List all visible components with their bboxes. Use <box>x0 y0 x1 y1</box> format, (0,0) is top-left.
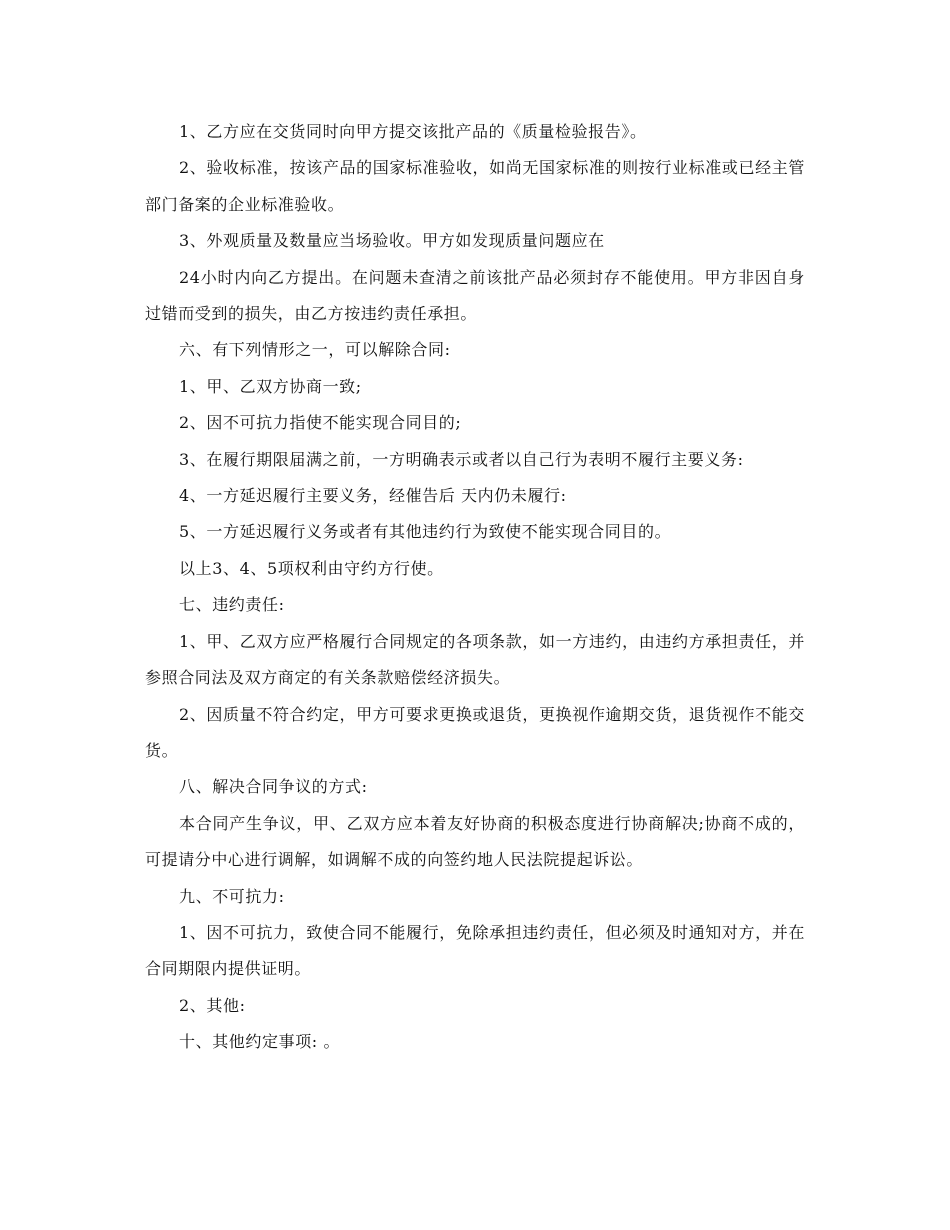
paragraph-17: 九、不可抗力: <box>179 886 285 906</box>
paragraph-18: 1、因不可抗力，致使合同不能履行，免除承担违约责任，但必须及时通知对方，并在合同期限内提供证明。 <box>145 922 805 979</box>
paragraph-5: 六、有下列情形之一，可以解除合同: <box>179 340 451 360</box>
paragraph-9: 4、一方延迟履行主要义务，经催告后 天内仍未履行: <box>179 486 567 506</box>
paragraph-1: 1、乙方应在交货同时向甲方提交该批产品的《质量检验报告》。 <box>179 122 647 141</box>
paragraph-4: 24小时内向乙方提出。在问题未查清之前该批产品必须封存不能使用。甲方非因自身过错而受到的损失，由乙方按违约责任承担。 <box>145 267 805 324</box>
paragraph-15: 八、解决合同争议的方式: <box>179 777 368 797</box>
paragraph-7: 2、因不可抗力指使不能实现合同目的; <box>179 413 462 433</box>
paragraph-19: 2、其他: <box>179 995 246 1015</box>
paragraph-11: 以上3、4、5项权利由守约方行使。 <box>179 558 444 578</box>
paragraph-6: 1、甲、乙双方协商一致; <box>179 376 362 396</box>
paragraph-8: 3、在履行期限届满之前，一方明确表示或者以自己行为表明不履行主要义务: <box>179 449 744 469</box>
paragraph-14: 2、因质量不符合约定，甲方可要求更换或退货，更换视作逾期交货，退货视作不能交货。 <box>145 704 805 760</box>
paragraph-13: 1、甲、乙双方应严格履行合同规定的各项条款，如一方违约，由违约方承担责任，并参照合同法及双方商定的有关条款赔偿经济损失。 <box>145 631 805 688</box>
paragraph-2: 2、验收标准，按该产品的国家标准验收，如尚无国家标准的则按行业标准或已经主管部门备案的企业标准验收。 <box>145 158 805 214</box>
paragraph-20: 十、其他约定事项: 。 <box>179 1032 341 1052</box>
paragraph-16: 本合同产生争议，甲、乙双方应本着友好协商的积极态度进行协商解决;协商不成的，可提请分中心进行调解，如调解不成的向签约地人民法院提起诉讼。 <box>145 813 805 870</box>
paragraph-3: 3、外观质量及数量应当场验收。甲方如发现质量问题应在 <box>179 231 605 251</box>
paragraph-12: 七、违约责任: <box>179 595 285 615</box>
document-body <box>145 114 805 1061</box>
paragraph-10: 5、一方延迟履行义务或者有其他违约行为致使不能实现合同目的。 <box>179 522 672 542</box>
